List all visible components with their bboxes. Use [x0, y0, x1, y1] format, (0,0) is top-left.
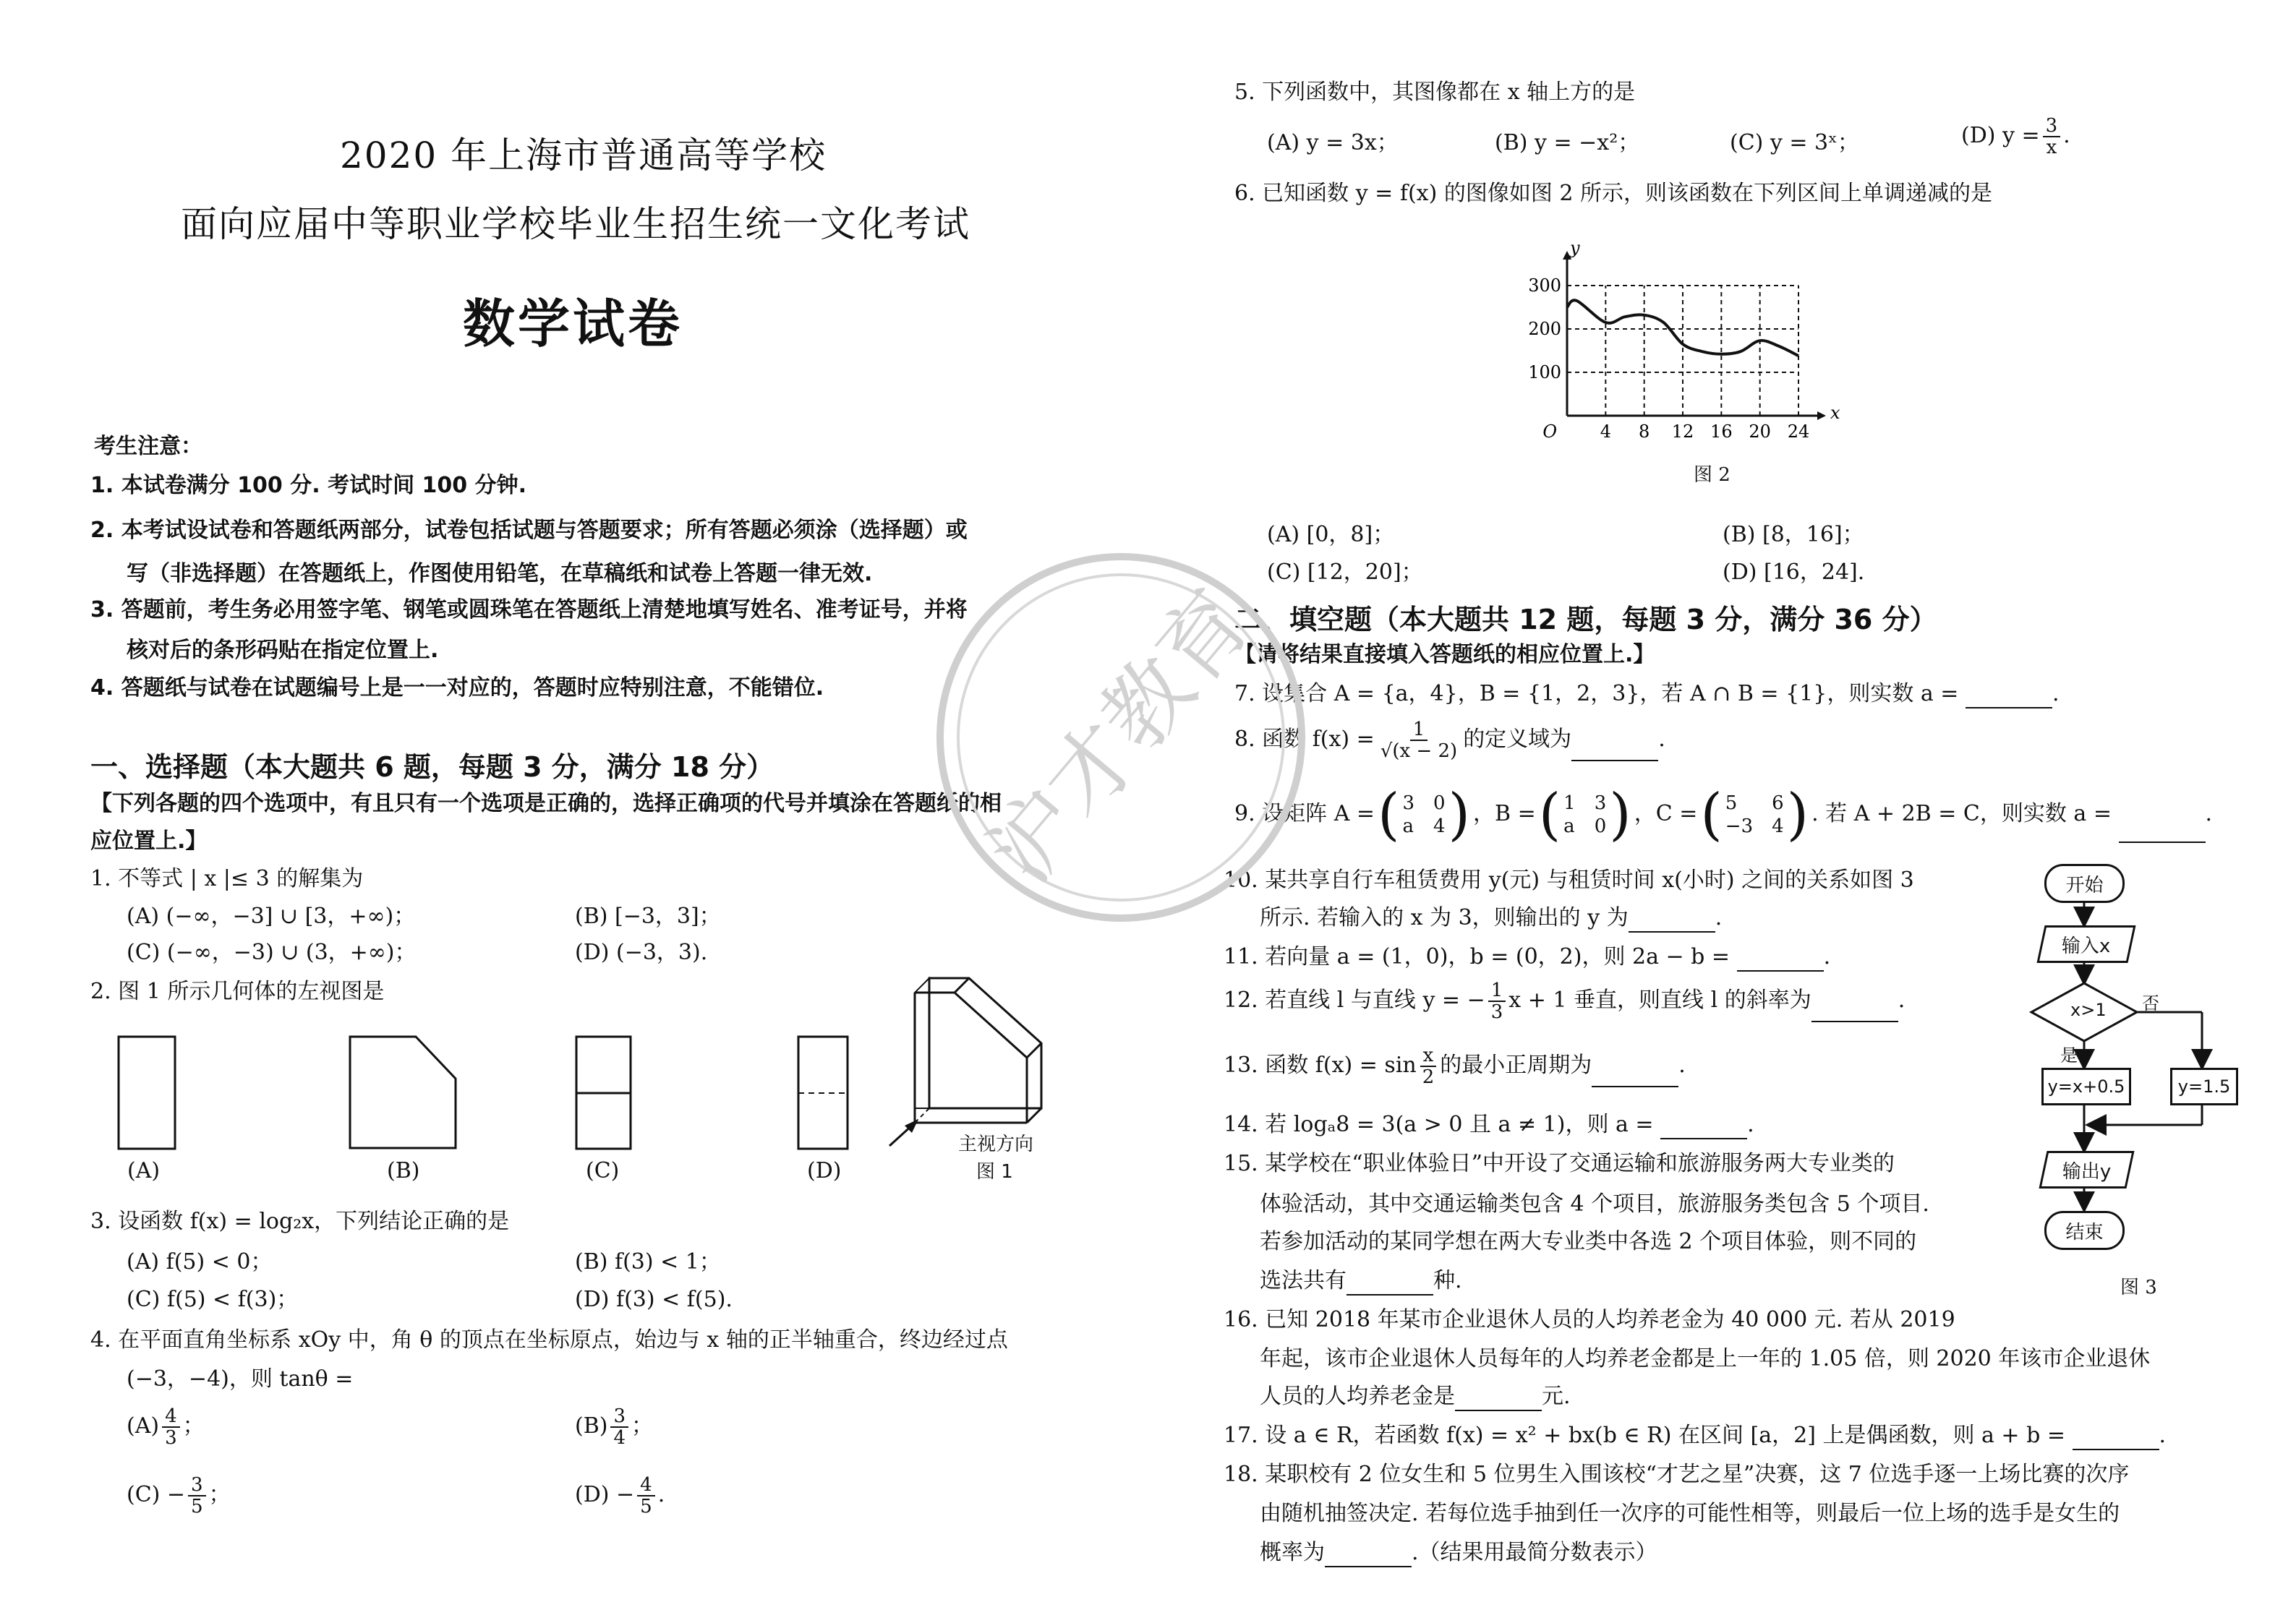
page-title: 数学试卷	[463, 294, 683, 354]
question-18: 18. 某职校有 2 位女生和 5 位男生入围该校“才艺之星”决赛，这 7 位选手逐一上场比赛的次序	[1224, 1462, 2130, 1487]
q1-option-c: (C) (−∞，−3) ∪ (3，+∞)；	[127, 940, 417, 965]
watermark-text: 沪才教育	[970, 572, 1271, 903]
q2-option-a-drawing	[116, 1034, 181, 1157]
q5-option-b: (B) y = −x²；	[1495, 130, 1640, 155]
q14-answer-blank	[1660, 1118, 1747, 1139]
q2-option-c-drawing	[573, 1034, 635, 1153]
flowchart-condition: x>1	[2070, 1000, 2107, 1020]
x-tick-label: 8	[1639, 421, 1650, 442]
y-axis-label: y	[1570, 238, 1580, 258]
q13-answer-blank	[1592, 1066, 1678, 1087]
question-17: 17. 设 a ∈ R，若函数 f(x) = x² + bx(b ∈ R) 在区间 [a，2] 上是偶函数，则 a + b = .	[1224, 1421, 2166, 1450]
question-15-cont1: 体验活动，其中交通运输类包含 4 个项目，旅游服务类包含 5 个项目.	[1260, 1191, 1929, 1217]
x-tick-label: 20	[1749, 421, 1771, 442]
exam-title-line2: 面向应届中等职业学校毕业生招生统一文化考试	[181, 203, 970, 245]
q9-answer-blank	[2119, 821, 2206, 843]
question-11: 11. 若向量 a = (1，0)，b = (0，2)，则 2a − b = .	[1224, 943, 1830, 972]
question-1: 1. 不等式 | x |≤ 3 的解集为	[90, 866, 364, 891]
notice-2: 2. 本考试设试卷和答题纸两部分，试卷包括试题与答题要求；所有答题必须涂（选择题）或	[90, 518, 968, 543]
q1-option-b: (B) [−3，3]；	[575, 904, 721, 929]
flowchart-end: 结束	[2044, 1211, 2125, 1250]
q2-option-b-label: (B)	[387, 1158, 420, 1183]
section1-instructions-cont: 应位置上.】	[90, 828, 208, 854]
question-16-cont2: 人员的人均养老金是 元.	[1260, 1382, 1571, 1411]
figure1-caption: 图 1	[976, 1161, 1013, 1183]
question-18-cont1: 由随机抽签决定. 若每位选手抽到任一次序的可能性相等，则最后一位上场的选手是女生的	[1260, 1501, 2120, 1526]
notice-3: 3. 答题前，考生务必用签字笔、钢笔或圆珠笔在答题纸上清楚地填写姓名、准考证号，并将	[90, 597, 968, 622]
flowchart-yes-label: 是	[2060, 1045, 2078, 1066]
q18-answer-blank	[1325, 1546, 1412, 1567]
q11-answer-blank	[1737, 950, 1824, 972]
q4-option-d: (D) − $\frac{4}{5}$ .	[575, 1474, 665, 1517]
y-tick-label: 100	[1528, 362, 1561, 382]
flowchart-start: 开始	[2044, 864, 2125, 903]
figure1-solid-drawing	[886, 972, 1081, 1146]
q2-option-a-label: (A)	[127, 1158, 161, 1183]
notice-2-cont: 写（非选择题）在答题纸上，作图使用铅笔，在草稿纸和试卷上答题一律无效.	[127, 561, 873, 586]
right-page	[1148, 0, 2296, 1623]
exam-title-line1: 2020 年上海市普通高等学校	[340, 134, 827, 176]
flowchart-no-label: 否	[2142, 993, 2159, 1014]
x-tick-label: 4	[1600, 421, 1611, 442]
flowchart-output: 输出y	[2039, 1151, 2134, 1189]
question-15-cont2: 若参加活动的某同学想在两大专业类中各选 2 个项目体验，则不同的	[1260, 1229, 1917, 1254]
y-tick-label: 200	[1528, 319, 1561, 339]
x-tick-label: 12	[1671, 421, 1694, 442]
q3-option-b: (B) f(3) < 1；	[575, 1249, 721, 1275]
q5-option-c: (C) y = 3ˣ；	[1730, 130, 1859, 155]
question-2: 2. 图 1 所示几何体的左视图是	[90, 979, 385, 1004]
flowchart-input: 输入x	[2036, 925, 2135, 963]
question-12: 12. 若直线 l 与直线 y = − $\frac{1}{3}$ x + 1 垂直，则直线 l 的斜率为 .	[1224, 980, 1905, 1023]
question-14: 14. 若 logₐ8 = 3(a > 0 且 a ≠ 1)，则 a = .	[1224, 1110, 1754, 1139]
question-15: 15. 某学校在“职业体验日”中开设了交通运输和旅游服务两大专业类的	[1224, 1151, 1895, 1176]
q8-answer-blank	[1571, 740, 1658, 761]
question-15-cont3: 选法共有 种.	[1260, 1267, 1462, 1296]
notice-1: 1. 本试卷满分 100 分. 考试时间 100 分钟.	[90, 473, 526, 498]
origin-label: O	[1542, 421, 1557, 442]
q17-answer-blank	[2073, 1429, 2159, 1450]
q4-option-c: (C) − $\frac{3}{5}$ ；	[127, 1474, 231, 1517]
question-10: 10. 某共享自行车租赁费用 y(元) 与租赁时间 x(小时) 之间的关系如图 3	[1224, 868, 1914, 893]
q15-answer-blank	[1347, 1274, 1433, 1296]
q16-answer-blank	[1455, 1389, 1542, 1411]
q3-option-d: (D) f(3) < f(5).	[575, 1287, 733, 1312]
q12-answer-blank	[1811, 1001, 1898, 1022]
q5-option-a: (A) y = 3x；	[1267, 130, 1399, 155]
section2-title: 二、填空题（本大题共 12 题，每题 3 分，满分 36 分）	[1234, 604, 1937, 635]
x-tick-label: 24	[1787, 421, 1810, 442]
question-9: 9. 设矩阵 A = ( 3 0 a 4 ) ，B = ( 1 3 a 0 ) ，C = ( 5 6 −3 4 ) . 若 A + 2B = C，则实数 a = .	[1234, 782, 2213, 847]
q6-option-a: (A) [0，8]；	[1267, 522, 1395, 547]
flowchart-no-box: y=1.5	[2170, 1068, 2238, 1105]
notice-3-cont: 核对后的条形码贴在指定位置上.	[127, 638, 439, 663]
x-axis-arrow	[1817, 411, 1826, 420]
q2-option-d-label: (D)	[807, 1158, 842, 1183]
matrix-b: ( 1 3 a 0 )	[1538, 782, 1631, 847]
y-tick-label: 300	[1528, 275, 1561, 296]
question-4: 4. 在平面直角坐标系 xOy 中，角 θ 的顶点在坐标原点，始边与 x 轴的正半轴重合，终边经过点	[90, 1327, 1008, 1353]
question-18-cont2: 概率为 .（结果用最简分数表示）	[1260, 1538, 1657, 1567]
q7-answer-blank	[1966, 687, 2052, 708]
q6-option-d: (D) [16，24].	[1723, 560, 1865, 585]
question-3: 3. 设函数 f(x) = log₂x，下列结论正确的是	[90, 1209, 510, 1234]
matrix-a: ( 3 0 a 4 )	[1378, 782, 1471, 847]
q3-option-c: (C) f(5) < f(3)；	[127, 1287, 299, 1312]
question-7: 7. 设集合 A = {a，4}，B = {1，2，3}，若 A ∩ B = {1}，则实数 a = .	[1234, 680, 2060, 708]
question-8: 8. 函数 f(x) = $\frac{1}{√(x - 2)}$ 的定义域为 .	[1234, 719, 1665, 762]
q4-option-a: (A) $\frac{4}{3}$ ；	[127, 1405, 205, 1449]
q4-option-b: (B) $\frac{3}{4}$ ；	[575, 1405, 654, 1449]
figure2-caption: 图 2	[1694, 464, 1730, 486]
figure1-direction-label: 主视方向	[958, 1134, 1034, 1155]
matrix-c: ( 5 6 −3 4 )	[1700, 782, 1809, 847]
q1-option-a: (A) (−∞，−3] ∪ [3，+∞)；	[127, 904, 416, 929]
question-16-cont1: 年起，该市企业退休人员每年的人均养老金都是上一年的 1.05 倍，则 2020 年该市企业退休	[1260, 1346, 2151, 1371]
figure2-chart	[1524, 238, 1840, 452]
notice-4: 4. 答题纸与试卷在试题编号上是一一对应的，答题时应特别注意，不能错位.	[90, 675, 824, 701]
question-5: 5. 下列函数中，其图像都在 x 轴上方的是	[1234, 80, 1636, 105]
section2-instructions: 【请将结果直接填入答题纸的相应位置上.】	[1234, 642, 1655, 667]
question-6: 6. 已知函数 y = f(x) 的图像如图 2 所示，则该函数在下列区间上单调递减的是	[1234, 181, 1992, 206]
figure3-caption: 图 3	[2120, 1277, 2157, 1298]
section1-instructions: 【下列各题的四个选项中，有且只有一个选项是正确的，选择正确项的代号并填涂在答题纸的相	[90, 791, 1002, 816]
q3-option-a: (A) f(5) < 0；	[127, 1249, 273, 1275]
q6-option-b: (B) [8，16]；	[1723, 522, 1864, 547]
q1-option-d: (D) (−3，3).	[575, 940, 708, 965]
q2-option-c-label: (C)	[586, 1158, 620, 1183]
q6-option-c: (C) [12，20]；	[1267, 560, 1423, 585]
question-4-cont: (−3，−4)，则 tanθ =	[127, 1366, 354, 1392]
question-10-cont: 所示. 若输入的 x 为 3，则输出的 y 为 .	[1260, 904, 1722, 933]
x-axis-label: x	[1830, 403, 1840, 423]
notice-heading: 考生注意：	[94, 434, 202, 459]
q10-answer-blank	[1629, 911, 1715, 933]
x-tick-label: 16	[1710, 421, 1733, 442]
q5-option-d: (D) y = $\frac{3}{x}$ .	[1961, 115, 2070, 158]
flowchart-yes-box: y=x+0.5	[2041, 1068, 2131, 1105]
section1-title: 一、选择题（本大题共 6 题，每题 3 分，满分 18 分）	[90, 751, 774, 783]
q2-option-b-drawing	[347, 1034, 463, 1153]
question-13: 13. 函数 f(x) = sin $\frac{x}{2}$ 的最小正周期为 .	[1224, 1045, 1686, 1088]
q2-option-d-drawing	[795, 1034, 853, 1153]
question-16: 16. 已知 2018 年某市企业退休人员的人均养老金为 40 000 元. 若从 2019	[1224, 1307, 1955, 1332]
